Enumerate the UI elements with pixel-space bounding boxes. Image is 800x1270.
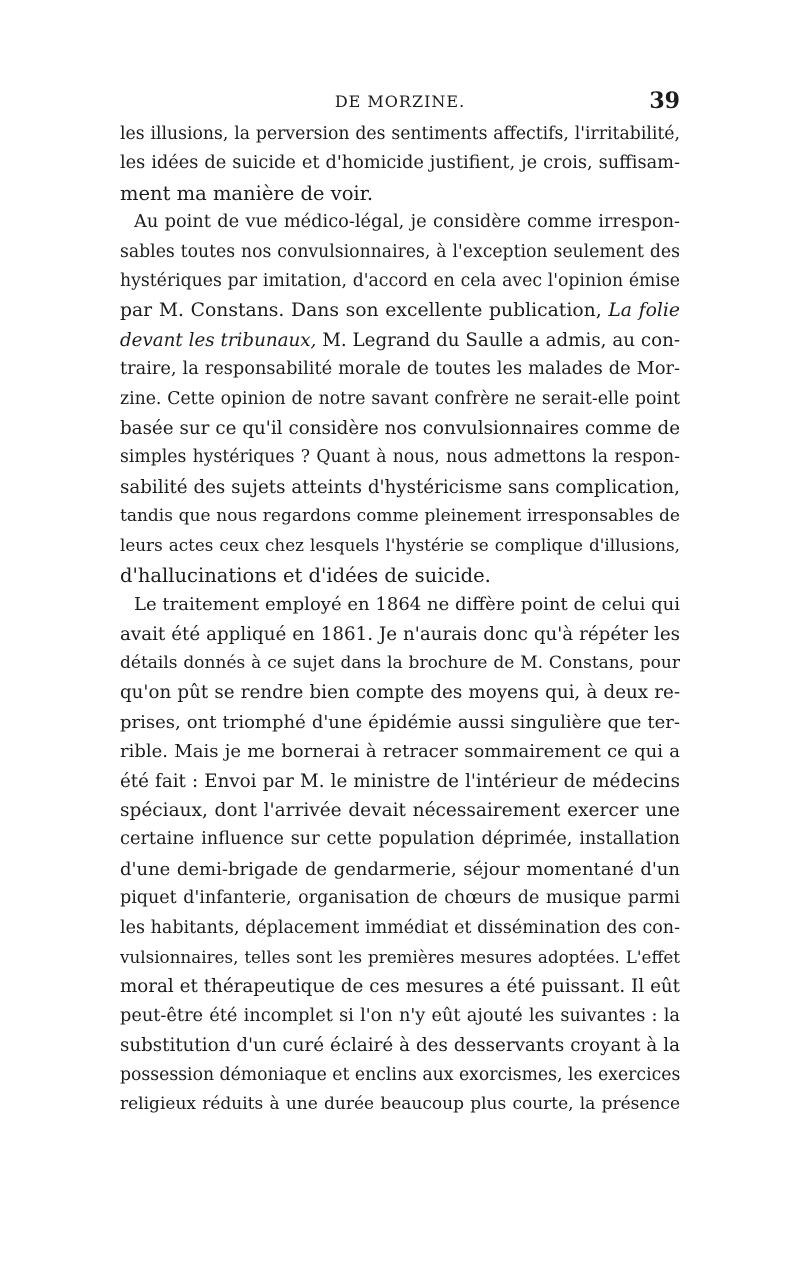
text-line: leurs actes ceux chez lesquels l'hystérie se complique d'illusions,: [120, 535, 680, 556]
running-title: DE MORZINE.: [334, 92, 466, 111]
running-head: [120, 88, 680, 118]
text-line: qu'on pût se rendre bien compte des moyens qui, à deux re-: [120, 682, 680, 704]
text-line-with-italic: [120, 296, 680, 325]
paragraph-2: [120, 208, 680, 590]
text-fragment: par M. Constans. Dans son excellente publication,: [120, 300, 602, 322]
text-line: avait été appliqué en 1861. Je n'aurais donc qu'à répéter les: [120, 623, 680, 645]
text-line: possession démoniaque et enclins aux exorcismes, les exercices: [120, 1064, 681, 1085]
paragraph-1: [120, 120, 680, 208]
text-line: été fait : Envoi par M. le ministre de l'intérieur de médecins: [120, 770, 680, 792]
text-line: prises, ont triomphé d'une épidémie aussi singulière que ter-: [120, 711, 680, 733]
body-text: [120, 120, 680, 1119]
text-line: spéciaux, dont l'arrivée devait nécessairement exercer une: [120, 799, 680, 821]
text-line: simples hystériques ? Quant à nous, nous admettons la respon-: [120, 447, 680, 468]
text-line: les illusions, la perversion des sentiments affectifs, l'irritabilité,: [120, 124, 680, 144]
book-title-italic: devant les tribunaux,: [120, 329, 317, 351]
text-line: substitution d'un curé éclairé à des desservants croyant à la: [120, 1035, 680, 1057]
text-line: piquet d'infanterie, organisation de chœurs de musique parmi: [120, 888, 680, 909]
text-line: sables toutes nos convulsionnaires, à l'exception seulement des: [120, 241, 680, 262]
text-line: vulsionnaires, telles sont les premières mesures adoptées. L'effet: [120, 946, 680, 967]
text-line: Le traitement employé en 1864 ne diffère point de celui qui: [134, 594, 680, 616]
text-line: Au point de vue médico-légal, je considère comme irrespon-: [134, 212, 680, 233]
text-line: sabilité des sujets atteints d'hystéricisme sans complication,: [120, 476, 680, 498]
book-title-italic: La folie: [608, 300, 680, 322]
text-line: certaine influence sur cette population déprimée, installation: [120, 829, 680, 850]
text-line: religieux réduits à une durée beaucoup plus courte, la présence: [120, 1093, 680, 1114]
text-line: peut-être été incomplet si l'on n'y eût ajouté les suivantes : la: [120, 1005, 680, 1026]
text-line: tandis que nous regardons comme pleinement irresponsables de: [120, 506, 680, 527]
text-line: détails donnés à ce sujet dans la brochure de M. Constans, pour: [120, 653, 680, 674]
text-line: les idées de suicide et d'homicide justifient, je crois, suffisam-: [120, 153, 680, 174]
text-line: hystériques par imitation, d'accord en cela avec l'opinion émise: [120, 270, 680, 291]
text-line: ment ma manière de voir.: [120, 181, 374, 205]
text-line: les habitants, déplacement immédiat et dissémination des con-: [120, 917, 680, 938]
text-line-with-italic: [120, 326, 680, 355]
text-line: d'hallucinations et d'idées de suicide.: [120, 563, 491, 587]
text-fragment: M. Legrand du Saulle a admis, au con-: [322, 329, 680, 351]
page-number: 39: [649, 88, 680, 114]
text-line: traire, la responsabilité morale de toutes les malades de Mor-: [120, 359, 680, 380]
text-line: moral et thérapeutique de ces mesures a été puissant. Il eût: [120, 976, 680, 998]
text-line: basée sur ce qu'il considère nos convulsionnaires comme de: [120, 417, 680, 439]
text-line: d'une demi-brigade de gendarmerie, séjour momentané d'un: [120, 858, 680, 880]
text-line: zine. Cette opinion de notre savant confrère ne serait-elle point: [120, 388, 680, 409]
paragraph-3: [120, 590, 680, 1119]
text-line: rible. Mais je me bornerai à retracer sommairement ce qui a: [120, 741, 680, 763]
